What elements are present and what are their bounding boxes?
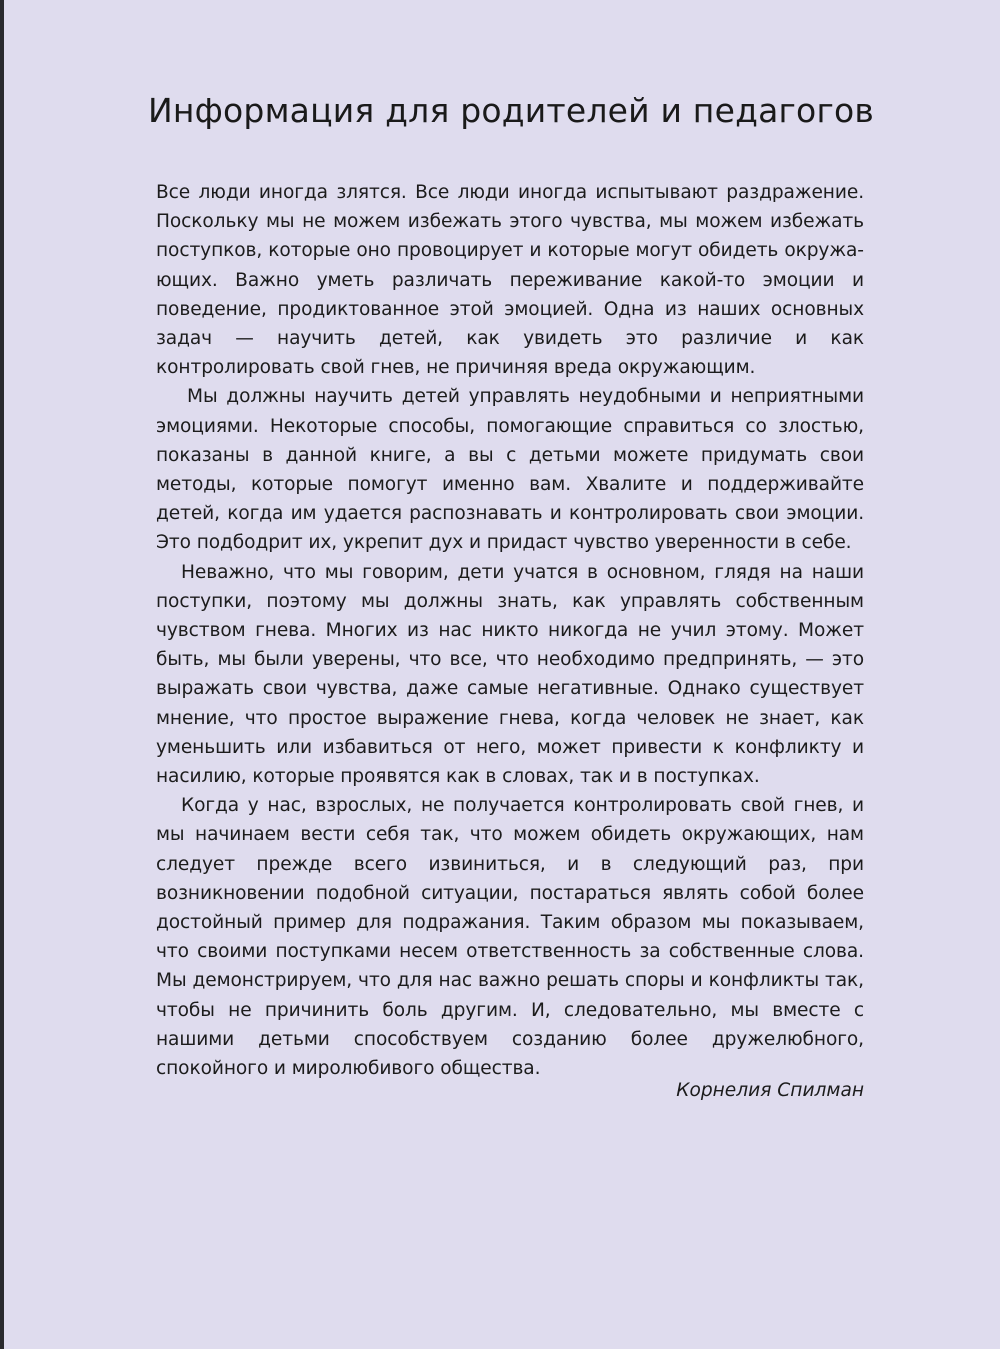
paragraph-2: Мы должны научить детей управлять неудобными и неприятными эмоциями. Некоторые способы, помогающие справиться со злостью, показаны в данной книге, а вы с детьми можете придумать свои методы, которые помогут именно вам. Хвалите и поддерживайте детей, когда им удается распознавать и контролировать свои эмоции. Это подбодрит их, укрепит дух и придаст чувство уверенности в себе. xyxy=(156,386,864,554)
paragraph-1: Все люди иногда злятся. Все люди иногда испытывают раздражение. Поскольку мы не можем избежать этого чувства, мы можем избежать поступков, которые оно провоцирует и которые могут обидеть окружающих. Важно уметь различать переживание какой-то эмоции и поведение, продиктованное этой эмоцией. Одна из наших основных задач — научить детей, как увидеть это различие и как контролировать свой гнев, не причиняя вреда окружающим. xyxy=(156,182,864,379)
paragraph-3: Неважно, что мы говорим, дети учатся в основном, глядя на наши поступки, поэтому мы должны знать, как управлять собственным чувством гнева. Многих из нас никто никогда не учил этому. Может быть, мы были уверены, что все, что необходимо предпринять, — это выражать свои чувства, даже самые негативные. Однако существует мнение, что простое выражение гнева, когда человек не знает, как уменьшить или избавиться от него, может привести к конфликту и насилию, которые проявятся как в словах, так и в поступках. xyxy=(156,561,864,788)
page-title: Информация для родителей и педагогов xyxy=(147,91,875,130)
paragraph-4: Когда у нас, взрослых, не получается контролировать свой гнев, и мы начинаем вести себя так, что можем обидеть окружающих, нам следует прежде всего извиниться, и в следующий раз, при возникновении подобной ситуации, постараться являть собой более достойный пример для подражания. Таким образом мы показываем, что своими поступками несем ответственность за собственные слова. Мы демонстрируем, что для нас важно решать споры и конфликты так, чтобы не причинить боль другим. И, следовательно, мы вместе с нашими детьми способствуем созданию более дружелюбного, спокойного и миролюбивого общества. xyxy=(156,795,864,1080)
author-signature: Корнелия Спилман xyxy=(676,1080,864,1101)
body-text xyxy=(156,178,864,1083)
